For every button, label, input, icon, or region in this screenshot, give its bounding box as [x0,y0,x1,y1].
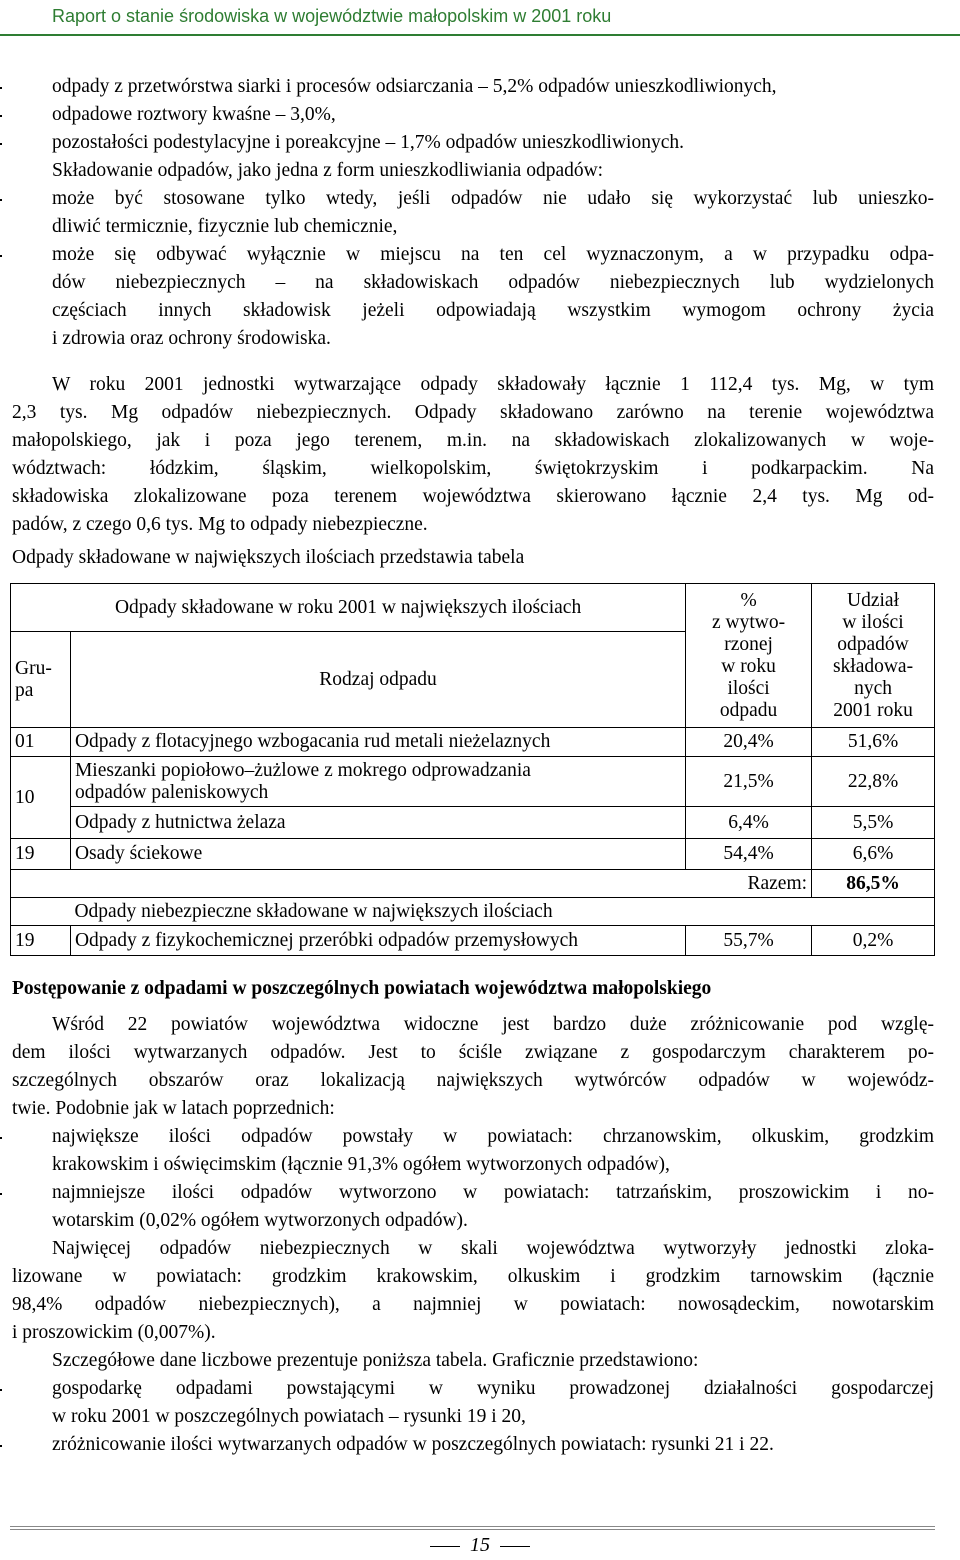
table-row [11,728,935,757]
report-title: Raport o stanie środowiska w województwie małopolskim w 2001 roku [52,6,612,26]
section-heading: Postępowanie z odpadami w poszczególnych powiatach województwa małopolskiego [12,978,712,999]
hazardous-caption-row [11,898,935,926]
table-row [11,807,935,839]
total-label: Razem: [11,870,812,898]
paragraph-line: szczególnych obszarów oraz lokalizacją największych wytwórców odpadów w wojewódz- [12,1070,934,1091]
cell-percent: 54,4% [686,839,812,870]
cell-type: Odpady z flotacyjnego wzbogacania rud metali nieżelaznych [70,728,685,757]
paragraph-line: W roku 2001 jednostki wytwarzające odpady składowały łącznie 1 112,4 tys. Mg, w tym [52,374,934,395]
cell-group: 19 [11,839,71,870]
cell-share: 5,5% [812,807,935,839]
paragraph-line: dem ilości wytwarzanych odpadów. Jest to ściśle związane z gospodarczym charakterem po- [12,1042,934,1063]
waste-table [10,583,935,956]
list-item: odpady z przetwórstwa siarki i procesów odsiarczania – 5,2% odpadów unieszkodliwionych, [12,73,934,101]
paragraph-line: padów, z czego 0,6 tys. Mg to odpady niebezpieczne. [12,514,428,535]
cell-group: 19 [11,926,71,956]
paragraph-line: Wśród 22 powiatów województwa widoczne jest bardzo duże zróżnicowanie pod wzglę- [52,1014,934,1035]
table-row [11,926,935,956]
cell-group: 01 [11,728,71,757]
paragraph-line: małopolskiego, jak i poza jego terenem, m.in. na składowiskach zlokalizowanych w woje- [12,430,934,451]
list-item-cont: wotarskim (0,02% ogółem wytworzonych odpadów). [52,1210,468,1231]
cell-type: Odpady z hutnictwa żelaza [70,807,685,839]
cell-percent: 20,4% [686,728,812,757]
list-item-cont: w roku 2001 w poszczególnych powiatach – rysunki 19 i 20, [52,1406,526,1427]
list-item-cont: krakowskim i oświęcimskim (łącznie 91,3% ogółem wytworzonych odpadów), [52,1154,670,1175]
total-row [11,870,935,898]
header-group: Gru- pa [11,632,71,728]
paragraph-line: 2,3 tys. Mg odpadów niebezpiecznych. Odpady składowano zarówno na terenie województwa [12,402,934,423]
paragraph-line: i proszowickim (0,007%). [12,1322,216,1343]
cell-percent: 6,4% [686,807,812,839]
paragraph-line: twie. Podobnie jak w latach poprzednich: [12,1098,335,1119]
table-caption: Odpady składowane w roku 2001 w największych ilościach [11,584,686,632]
cell-share: 22,8% [812,757,935,807]
page-header [0,0,960,40]
table-row [11,839,935,870]
header-percent: % z wytwo- rzonej w roku ilości odpadu [686,584,812,728]
paragraph-2001 [12,371,934,572]
storage-intro: Składowanie odpadów, jako jedna z form unieszkodliwiania odpadów: [52,160,604,181]
paragraph-line: 98,4% odpadów niebezpiecznych), a najmniej w powiatach: nowosądeckim, nowotarskim [12,1294,934,1315]
top-text-block [12,73,934,353]
footer-divider [10,1529,935,1530]
cell-share: 6,6% [812,839,935,870]
cell-percent: 21,5% [686,757,812,807]
list-item: najmniejsze ilości odpadów wytworzono w powiatach: tatrzańskim, proszowickim i no- [12,1179,934,1207]
cell-percent: 55,7% [686,926,812,956]
cell-type: Odpady z fizykochemicznej przeróbki odpadów przemysłowych [70,926,685,956]
paragraph-line: Szczegółowe dane liczbowe prezentuje poniższa tabela. Graficznie przedstawiono: [52,1350,699,1371]
list-item: gospodarkę odpadami powstającymi w wyniku prowadzonej działalności gospodarczej [12,1375,934,1403]
list-item-cont: dliwić termicznie, fizycznie lub chemicznie, [52,216,398,237]
total-value: 86,5% [812,870,935,898]
header-share: Udział w ilości odpadów składowa- nych 2001 roku [812,584,935,728]
cell-share: 0,2% [812,926,935,956]
list-item: największe ilości odpadów powstały w powiatach: chrzanowskim, olkuskim, grodzkim [12,1123,934,1151]
cell-share: 51,6% [812,728,935,757]
list-item-cont: częściach innych składowisk jeżeli odpowiadają wszystkim wymogom ochrony życia [52,300,934,321]
paragraph-line: składowiska zlokalizowane poza terenem województwa skierowano łącznie 2,4 tys. Mg od- [12,486,934,507]
cell-type: Osady ściekowe [70,839,685,870]
list-item: może się odbywać wyłącznie w miejscu na ten cel wyznaczonym, a w przypadku odpa- [12,241,934,269]
cell-type: Mieszanki popiołowo–żużlowe z mokrego odprowadzania odpadów paleniskowych [70,757,685,807]
list-item-cont: dów niebezpiecznych – na składowiskach odpadów niebezpiecznych lub wydzielonych [52,272,934,293]
cell-group: 10 [11,757,71,839]
table-row [11,757,935,807]
list-item-cont: i zdrowia oraz ochrony środowiska. [52,328,331,349]
header-divider [0,34,960,36]
paragraph-line: lizowane w powiatach: grodzkim krakowskim, olkuskim i grodzkim tarnowskim (łącznie [12,1266,934,1287]
paragraph-line: wództwach: łódzkim, śląskim, wielkopolskim, świętokrzyskim i podkarpackim. Na [12,458,934,479]
list-item: pozostałości podestylacyjne i poreakcyjne – 1,7% odpadów unieszkodliwionych. [12,129,934,157]
page-number [0,1534,960,1557]
list-item: może być stosowane tylko wtedy, jeśli odpadów nie udało się wykorzystać lub unieszko- [12,185,934,213]
table-intro: Odpady składowane w największych ilościach przedstawia tabela [12,547,525,568]
list-item: zróżnicowanie ilości wytwarzanych odpadów w poszczególnych powiatach: rysunki 21 i 22. [12,1431,934,1459]
paragraph-line: Najwięcej odpadów niebezpiecznych w skali województwa wytworzyły jednostki zloka- [52,1238,934,1259]
hazardous-caption: Odpady niebezpieczne składowane w największych ilościach [70,898,934,926]
powiaty-text-block [12,1011,934,1459]
page-number-value: 15 [470,1534,490,1556]
header-type: Rodzaj odpadu [70,632,685,728]
footer-divider [10,1526,935,1527]
list-item: odpadowe roztwory kwaśne – 3,0%, [12,101,934,129]
